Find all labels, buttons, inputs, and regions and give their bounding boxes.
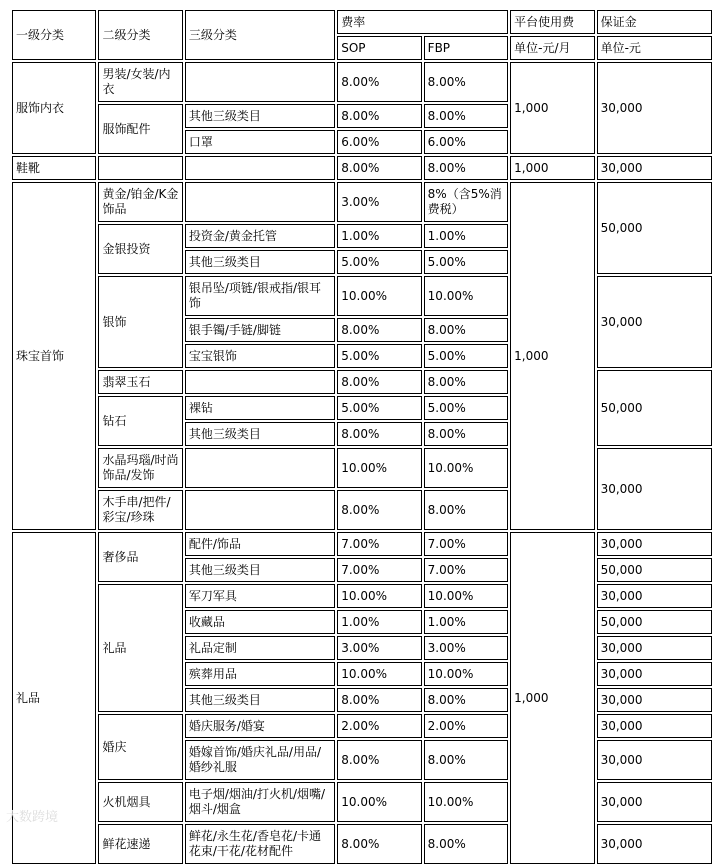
header-deposit: 保证金 <box>597 10 712 34</box>
header-fbp: FBP <box>424 36 508 60</box>
level3-cell: 投资金/黄金托管 <box>185 224 335 248</box>
level3-cell: 收藏品 <box>185 610 335 634</box>
deposit-cell: 50,000 <box>597 182 712 274</box>
sop-cell: 2.00% <box>337 714 421 738</box>
platform-fee-cell: 1,000 <box>510 62 594 154</box>
level3-cell: 礼品定制 <box>185 636 335 660</box>
fbp-cell: 5.00% <box>424 250 508 274</box>
fbp-cell: 8.00% <box>424 422 508 446</box>
sop-cell: 8.00% <box>337 104 421 128</box>
deposit-cell: 30,000 <box>597 584 712 608</box>
sop-cell: 8.00% <box>337 824 421 864</box>
level3-cell <box>185 156 335 180</box>
header-level3: 三级分类 <box>185 10 335 60</box>
deposit-cell: 30,000 <box>597 688 712 712</box>
level2-cell: 男装/女装/内衣 <box>98 62 182 102</box>
deposit-cell: 30,000 <box>597 636 712 660</box>
fbp-cell: 7.00% <box>424 558 508 582</box>
level2-cell <box>98 156 182 180</box>
fbp-cell: 3.00% <box>424 636 508 660</box>
level3-cell: 其他三级类目 <box>185 558 335 582</box>
deposit-cell: 30,000 <box>597 740 712 780</box>
level3-cell: 其他三级类目 <box>185 688 335 712</box>
level1-cell: 珠宝首饰 <box>12 182 96 530</box>
fbp-cell: 8%（含5%消费税） <box>424 182 508 222</box>
sop-cell: 3.00% <box>337 182 421 222</box>
sop-cell: 5.00% <box>337 396 421 420</box>
level2-cell: 钻石 <box>98 396 182 446</box>
level3-cell: 其他三级类目 <box>185 250 335 274</box>
level3-cell <box>185 490 335 530</box>
platform-fee-cell: 1,000 <box>510 156 594 180</box>
sop-cell: 1.00% <box>337 610 421 634</box>
sop-cell: 7.00% <box>337 532 421 556</box>
fbp-cell: 10.00% <box>424 448 508 488</box>
sop-cell: 7.00% <box>337 558 421 582</box>
deposit-cell: 30,000 <box>597 448 712 530</box>
deposit-cell: 30,000 <box>597 824 712 864</box>
header-level1: 一级分类 <box>12 10 96 60</box>
sop-cell: 8.00% <box>337 370 421 394</box>
sop-cell: 8.00% <box>337 156 421 180</box>
deposit-cell: 30,000 <box>597 532 712 556</box>
level2-cell: 火机烟具 <box>98 782 182 822</box>
level3-cell: 银吊坠/项链/银戒指/银耳饰 <box>185 276 335 316</box>
sop-cell: 8.00% <box>337 62 421 102</box>
level3-cell <box>185 62 335 102</box>
fbp-cell: 10.00% <box>424 584 508 608</box>
deposit-cell: 30,000 <box>597 62 712 154</box>
level1-cell: 礼品 <box>12 532 96 864</box>
fbp-cell: 8.00% <box>424 370 508 394</box>
header-sop: SOP <box>337 36 421 60</box>
level3-cell: 婚嫁首饰/婚庆礼品/用品/婚纱礼服 <box>185 740 335 780</box>
header-deposit-unit: 单位-元 <box>597 36 712 60</box>
deposit-cell: 30,000 <box>597 782 712 822</box>
level3-cell: 殡葬用品 <box>185 662 335 686</box>
fbp-cell: 1.00% <box>424 610 508 634</box>
level2-cell: 黄金/铂金/K金饰品 <box>98 182 182 222</box>
level3-cell: 配件/饰品 <box>185 532 335 556</box>
fbp-cell: 2.00% <box>424 714 508 738</box>
sop-cell: 10.00% <box>337 662 421 686</box>
sop-cell: 8.00% <box>337 688 421 712</box>
level1-cell: 服饰内衣 <box>12 62 96 154</box>
fbp-cell: 8.00% <box>424 104 508 128</box>
fbp-cell: 10.00% <box>424 782 508 822</box>
fbp-cell: 8.00% <box>424 318 508 342</box>
level2-cell: 水晶玛瑙/时尚饰品/发饰 <box>98 448 182 488</box>
platform-fee-cell: 1,000 <box>510 182 594 530</box>
sop-cell: 8.00% <box>337 318 421 342</box>
fbp-cell: 7.00% <box>424 532 508 556</box>
deposit-cell: 30,000 <box>597 156 712 180</box>
sop-cell: 10.00% <box>337 448 421 488</box>
level2-cell: 金银投资 <box>98 224 182 274</box>
deposit-cell: 50,000 <box>597 370 712 446</box>
deposit-cell: 30,000 <box>597 714 712 738</box>
sop-cell: 10.00% <box>337 276 421 316</box>
fee-table <box>10 8 714 866</box>
sop-cell: 8.00% <box>337 422 421 446</box>
level3-cell <box>185 182 335 222</box>
level3-cell: 电子烟/烟油/打火机/烟嘴/烟斗/烟盒 <box>185 782 335 822</box>
header-level2: 二级分类 <box>98 10 182 60</box>
fbp-cell: 8.00% <box>424 156 508 180</box>
sop-cell: 5.00% <box>337 344 421 368</box>
level2-cell: 服饰配件 <box>98 104 182 154</box>
level3-cell: 其他三级类目 <box>185 422 335 446</box>
level2-cell: 木手串/把件/彩宝/珍珠 <box>98 490 182 530</box>
level3-cell: 宝宝银饰 <box>185 344 335 368</box>
level3-cell: 其他三级类目 <box>185 104 335 128</box>
header-platform-fee: 平台使用费 <box>510 10 594 34</box>
level2-cell: 婚庆 <box>98 714 182 780</box>
level3-cell: 银手镯/手链/脚链 <box>185 318 335 342</box>
deposit-cell: 30,000 <box>597 276 712 368</box>
sop-cell: 5.00% <box>337 250 421 274</box>
sop-cell: 6.00% <box>337 130 421 154</box>
fbp-cell: 1.00% <box>424 224 508 248</box>
fbp-cell: 8.00% <box>424 490 508 530</box>
level3-cell <box>185 370 335 394</box>
level3-cell: 裸钻 <box>185 396 335 420</box>
sop-cell: 8.00% <box>337 740 421 780</box>
header-rate: 费率 <box>337 10 508 34</box>
sop-cell: 8.00% <box>337 490 421 530</box>
fbp-cell: 10.00% <box>424 662 508 686</box>
level1-cell: 鞋靴 <box>12 156 96 180</box>
level3-cell <box>185 448 335 488</box>
watermark: 大数跨境 <box>6 810 59 825</box>
sop-cell: 10.00% <box>337 584 421 608</box>
sop-cell: 3.00% <box>337 636 421 660</box>
level2-cell: 翡翠玉石 <box>98 370 182 394</box>
level3-cell: 军刀军具 <box>185 584 335 608</box>
sop-cell: 10.00% <box>337 782 421 822</box>
deposit-cell: 50,000 <box>597 610 712 634</box>
level2-cell: 鲜花速递 <box>98 824 182 864</box>
header-platform-fee-unit: 单位-元/月 <box>510 36 594 60</box>
fbp-cell: 8.00% <box>424 740 508 780</box>
level2-cell: 奢侈品 <box>98 532 182 582</box>
deposit-cell: 30,000 <box>597 662 712 686</box>
fbp-cell: 8.00% <box>424 62 508 102</box>
deposit-cell: 50,000 <box>597 558 712 582</box>
fbp-cell: 10.00% <box>424 276 508 316</box>
sop-cell: 1.00% <box>337 224 421 248</box>
fbp-cell: 6.00% <box>424 130 508 154</box>
level3-cell: 鲜花/永生花/香皂花/卡通花束/干花/花材配件 <box>185 824 335 864</box>
fbp-cell: 5.00% <box>424 344 508 368</box>
level3-cell: 婚庆服务/婚宴 <box>185 714 335 738</box>
level2-cell: 礼品 <box>98 584 182 712</box>
fbp-cell: 8.00% <box>424 824 508 864</box>
fbp-cell: 5.00% <box>424 396 508 420</box>
level2-cell: 银饰 <box>98 276 182 368</box>
platform-fee-cell: 1,000 <box>510 532 594 864</box>
level3-cell: 口罩 <box>185 130 335 154</box>
fbp-cell: 8.00% <box>424 688 508 712</box>
